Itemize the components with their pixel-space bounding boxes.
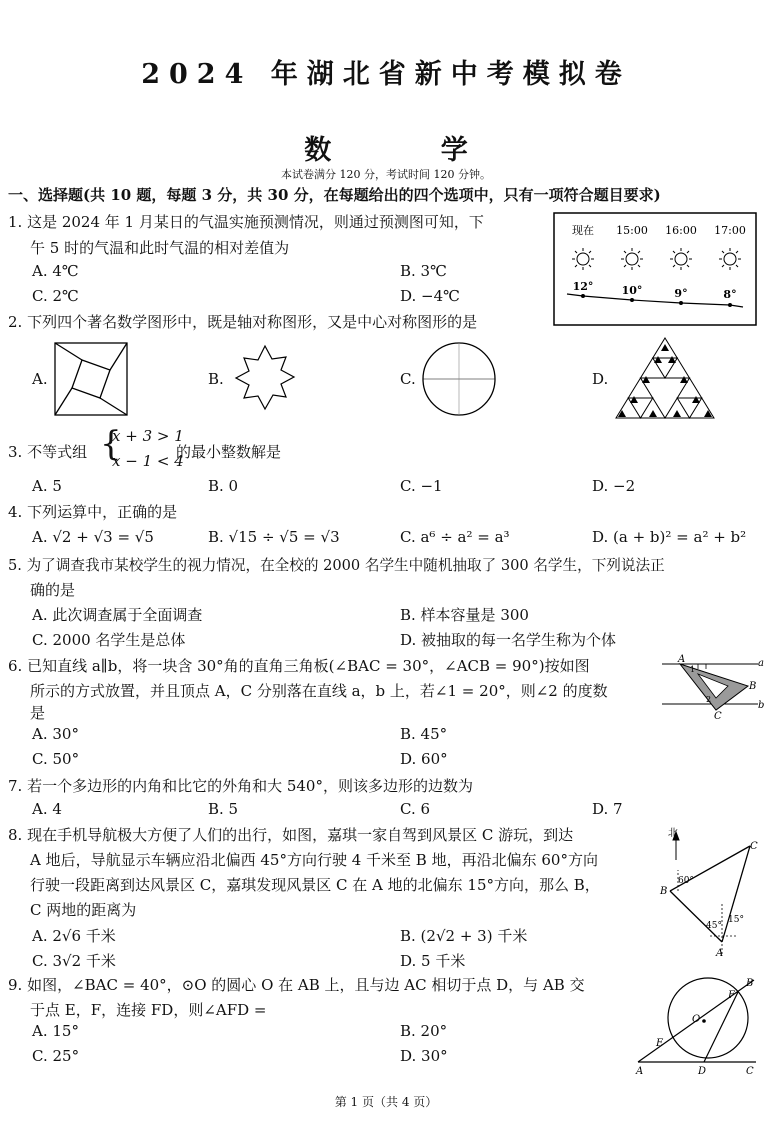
section-heading: 一、选择题(共 10 题，每题 3 分，共 30 分，在每题给出的四个选项中，只有一项符合题目要求) xyxy=(8,186,661,204)
q8-option-a: A. 2√6 千米 xyxy=(32,927,116,945)
q2-option-b: B. xyxy=(208,370,224,388)
weather-temp-2: 10° xyxy=(621,284,643,297)
q1-option-d: D. −4℃ xyxy=(400,287,460,305)
q7-option-c: C. 6 xyxy=(400,800,431,818)
q2-text: 2. 下列四个著名数学图形中，既是轴对称图形，又是中心对称图形的是 xyxy=(8,313,478,331)
navigation-figure xyxy=(654,824,766,960)
q6-line2: 所示的方式放置，并且顶点 A，C 分别落在直线 a，b 上，若∠1 = 20°，则∠2 的度数 xyxy=(30,682,608,700)
q9-option-a: A. 15° xyxy=(32,1022,79,1040)
q9-line1: 9. 如图，∠BAC = 40°，⊙O 的圆心 O 在 AB 上，且与边 AC 相切于点 D，与 AB 交 xyxy=(8,976,585,994)
q4-option-d: D. (a + b)² = a² + b² xyxy=(592,528,747,546)
q3-option-d: D. −2 xyxy=(592,477,636,495)
q1-option-b: B. 3℃ xyxy=(400,262,447,280)
q3-option-b: B. 0 xyxy=(208,477,239,495)
fig8-label-C: C xyxy=(750,841,758,852)
q8-line3: 行驶一段距离到达风景区 C，嘉琪发现风景区 C 在 A 地的北偏东 15°方向，那么 B， xyxy=(30,876,600,894)
weather-temp-4: 8° xyxy=(723,288,737,301)
fig9-label-B: B xyxy=(746,978,754,989)
fig9-label-E: E xyxy=(656,1038,664,1049)
q7-text: 7. 若一个多边形的内角和比它的外角和大 540°，则该多边形的边数为 xyxy=(8,777,473,795)
q4-option-c: C. a⁶ ÷ a² = a³ xyxy=(400,528,510,546)
q4-text: 4. 下列运算中，正确的是 xyxy=(8,503,178,521)
q9-option-c: C. 25° xyxy=(32,1047,80,1065)
q8-option-b: B. (2√2 + 3) 千米 xyxy=(400,927,528,945)
fig8-label-A: A xyxy=(716,948,724,959)
koch-snowflake-figure xyxy=(224,336,306,418)
q1-line1: 1. 这是 2024 年 1 月某日的气温实施预测情况，则通过预测图可知，下 xyxy=(8,213,484,231)
q3-ineq-2: x − 1 < 4 xyxy=(112,452,184,470)
fig8-label-B: B xyxy=(660,886,668,897)
fig8-angle-15: 15° xyxy=(728,915,744,925)
q5-line2: 确的是 xyxy=(30,581,76,599)
q7-option-b: B. 5 xyxy=(208,800,239,818)
q8-line1: 8. 现在手机导航极大方便了人们的出行，如图，嘉琪一家自驾到风景区 C 游玩，到达 xyxy=(8,826,574,844)
q4-option-b: B. √15 ÷ √5 = √3 xyxy=(208,528,340,546)
q6-line1: 6. 已知直线 a∥b，将一块含 30°角的直角三角板(∠BAC = 30°，∠ACB = 90°)按如图 xyxy=(8,657,590,675)
fig6-label-B: B xyxy=(749,681,757,692)
q9-line2: 于点 E，F，连接 FD，则∠AFD = xyxy=(30,1001,267,1019)
q5-option-b: B. 样本容量是 300 xyxy=(400,606,529,624)
fig6-label-A: A xyxy=(678,654,686,665)
q6-option-c: C. 50° xyxy=(32,750,80,768)
q3-suffix: 的最小整数解是 xyxy=(176,443,282,461)
q3-option-c: C. −1 xyxy=(400,477,443,495)
fig6-angle-1: 1 xyxy=(690,665,696,674)
weather-temp-1: 12° xyxy=(572,280,594,293)
q7-option-a: A. 4 xyxy=(32,800,62,818)
q8-line4: C 两地的距离为 xyxy=(30,901,137,919)
fig9-label-A: A xyxy=(636,1066,644,1077)
q5-option-a: A. 此次调查属于全面调查 xyxy=(32,606,203,624)
square-figure xyxy=(54,342,128,416)
exam-note: 本试卷满分 120 分，考试时间 120 分钟。 xyxy=(281,168,491,181)
q3-prefix: 3. 不等式组 xyxy=(8,443,88,461)
fig8-angle-60: 60° xyxy=(678,876,694,886)
q2-option-d: D. xyxy=(592,370,609,388)
q8-option-c: C. 3√2 千米 xyxy=(32,952,116,970)
exam-title: 2024 年湖北省新中考模拟卷 xyxy=(141,59,631,90)
weather-time-2: 15:00 xyxy=(616,224,648,237)
q6-option-d: D. 60° xyxy=(400,750,448,768)
q5-option-c: C. 2000 名学生是总体 xyxy=(32,631,186,649)
weather-time-4: 17:00 xyxy=(714,224,746,237)
fig9-label-O: O xyxy=(692,1014,701,1025)
weather-time-1: 现在 xyxy=(572,224,594,237)
q2-option-a: A. xyxy=(32,370,48,388)
q6-line3: 是 xyxy=(30,704,46,722)
sierpinski-triangle-figure xyxy=(614,336,716,420)
q2-option-c: C. xyxy=(400,370,416,388)
fig6-label-C: C xyxy=(714,711,722,722)
fig8-angle-45: 45° xyxy=(706,921,722,931)
q3-ineq-1: x + 3 > 1 xyxy=(112,427,184,445)
circle-tangent-figure xyxy=(632,972,766,1078)
q6-option-b: B. 45° xyxy=(400,725,448,743)
q7-option-d: D. 7 xyxy=(592,800,623,818)
q9-option-d: D. 30° xyxy=(400,1047,448,1065)
q1-option-c: C. 2℃ xyxy=(32,287,79,305)
fig6-label-a: a xyxy=(758,658,764,669)
q6-option-a: A. 30° xyxy=(32,725,79,743)
weather-time-3: 16:00 xyxy=(665,224,697,237)
q1-line2: 午 5 时的气温和此时气温的相对差值为 xyxy=(30,239,290,257)
q4-option-a: A. √2 + √3 = √5 xyxy=(32,528,154,546)
fig6-angle-2: 2 xyxy=(706,695,712,704)
q8-line2: A 地后，导航显示车辆应沿北偏西 45°方向行驶 4 千米至 B 地，再沿北偏东 60°方向 xyxy=(30,851,598,869)
north-label: 北 xyxy=(668,828,678,839)
subject-title: 数 学 xyxy=(304,135,518,166)
q3-option-a: A. 5 xyxy=(32,477,62,495)
q1-option-a: A. 4℃ xyxy=(32,262,79,280)
weather-forecast-figure xyxy=(553,212,758,326)
fig9-label-F: F xyxy=(728,990,735,1001)
fig9-label-D: D xyxy=(698,1066,707,1077)
brace-symbol: { xyxy=(100,424,122,464)
q8-option-d: D. 5 千米 xyxy=(400,952,466,970)
fig9-label-C: C xyxy=(746,1066,754,1077)
page-footer: 第 1 页（共 4 页） xyxy=(334,1095,438,1109)
weather-temp-3: 9° xyxy=(674,287,688,300)
q5-option-d: D. 被抽取的每一名学生称为个体 xyxy=(400,631,617,649)
q5-line1: 5. 为了调查我市某校学生的视力情况，在全校的 2000 名学生中随机抽取了 300 名学生，下列说法正 xyxy=(8,557,665,574)
fig6-label-b: b xyxy=(758,700,765,711)
triangle-ruler-figure xyxy=(658,652,766,722)
circle-figure xyxy=(420,340,498,418)
q9-option-b: B. 20° xyxy=(400,1022,448,1040)
